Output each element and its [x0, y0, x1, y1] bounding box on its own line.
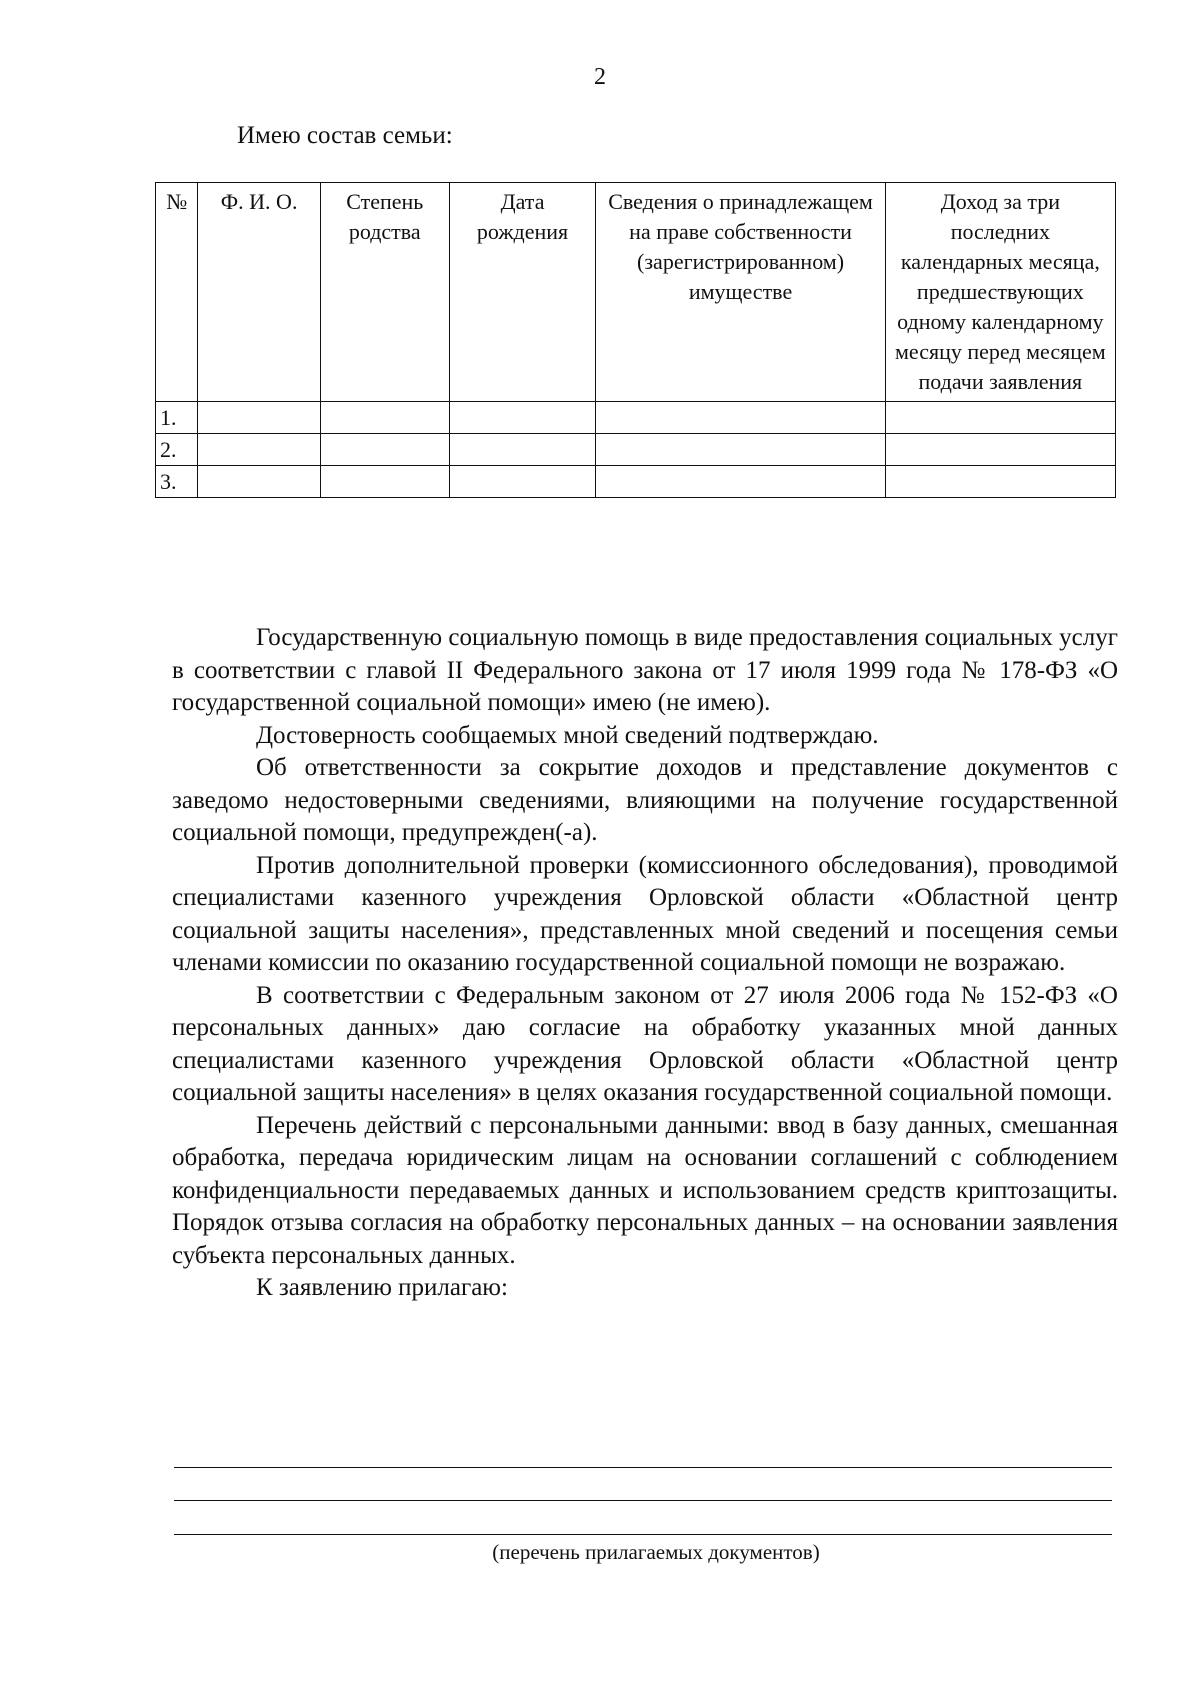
attachment-line-3 [174, 1534, 1112, 1535]
cell-income [885, 434, 1115, 466]
table-row [156, 402, 1116, 434]
paragraph-reliability: Достоверность сообщаемых мной сведений подтверждаю. [256, 721, 879, 749]
cell-relationship [320, 434, 449, 466]
statement-body [172, 622, 1118, 1305]
paragraph-verification: Против дополнительной проверки (комиссионного обследования), проводимой специалистами казенного учреждения Орловской области «Областной центр социальной защиты населения», представленных мной сведений и посещения семьи членами комиссии по оказанию государственной социальной помощи не возражаю. [172, 851, 1118, 976]
table-row [156, 466, 1116, 498]
cell-property [596, 402, 885, 434]
cell-income [885, 402, 1115, 434]
attachment-line-2 [174, 1500, 1112, 1501]
header-number: № [156, 183, 198, 402]
row-number: 2. [156, 434, 198, 466]
cell-property [596, 466, 885, 498]
header-birth-date: Дата рождения [449, 183, 596, 402]
attachment-line-1 [174, 1467, 1112, 1468]
row-number: 1. [156, 402, 198, 434]
table-header-row [156, 183, 1116, 402]
header-full-name: Ф. И. О. [198, 183, 320, 402]
cell-birth-date [449, 434, 596, 466]
cell-full-name [198, 466, 320, 498]
cell-full-name [198, 402, 320, 434]
cell-birth-date [449, 402, 596, 434]
table-row [156, 434, 1116, 466]
cell-relationship [320, 402, 449, 434]
cell-full-name [198, 434, 320, 466]
header-income: Доход за три последних календарных месяца, предшествующих одному календарному месяцу перед месяцем подачи заявления [885, 183, 1115, 402]
family-composition-table [155, 182, 1116, 498]
paragraph-data-actions: Перечень действий с персональными данными: ввод в базу данных, смешанная обработка, передача юридическим лицам на основании соглашений с соблюдением конфиденциальности передаваемых данных и использованием средств криптозащиты. Порядок отзыва согласия на обработку персональных данных – на основании заявления субъекта персональных данных. [172, 1111, 1118, 1269]
row-number: 3. [156, 466, 198, 498]
family-composition-heading: Имею состав семьи: [237, 122, 453, 149]
paragraph-consent: В соответствии с Федеральным законом от 27 июля 2006 года № 152-ФЗ «О персональных данных» даю согласие на обработку указанных мной данных специалистами казенного учреждения Орловской области «Областной центр социальной защиты населения» в целях оказания государственной социальной помощи. [172, 981, 1118, 1106]
page-number: 2 [594, 64, 606, 90]
cell-property [596, 434, 885, 466]
attachments-caption: (перечень прилагаемых документов) [492, 1540, 820, 1564]
paragraph-responsibility: Об ответственности за сокрытие доходов и представление документов с заведомо недостоверными сведениями, влияющими на получение государственной социальной помощи, предупрежден(-а). [172, 754, 1118, 846]
paragraph-attachments: К заявлению прилагаю: [256, 1274, 508, 1301]
header-property: Сведения о принадлежащем на праве собственности (зарегистрированном) имуществе [596, 183, 885, 402]
paragraph-social-help: Государственную социальную помощь в виде предоставления социальных услуг в соответствии с главой II Федерального закона от 17 июля 1999 года № 178-ФЗ «О государственной социальной помощи» имею (не имею). [172, 624, 1118, 716]
cell-relationship [320, 466, 449, 498]
cell-birth-date [449, 466, 596, 498]
header-relationship: Степень родства [320, 183, 449, 402]
cell-income [885, 466, 1115, 498]
